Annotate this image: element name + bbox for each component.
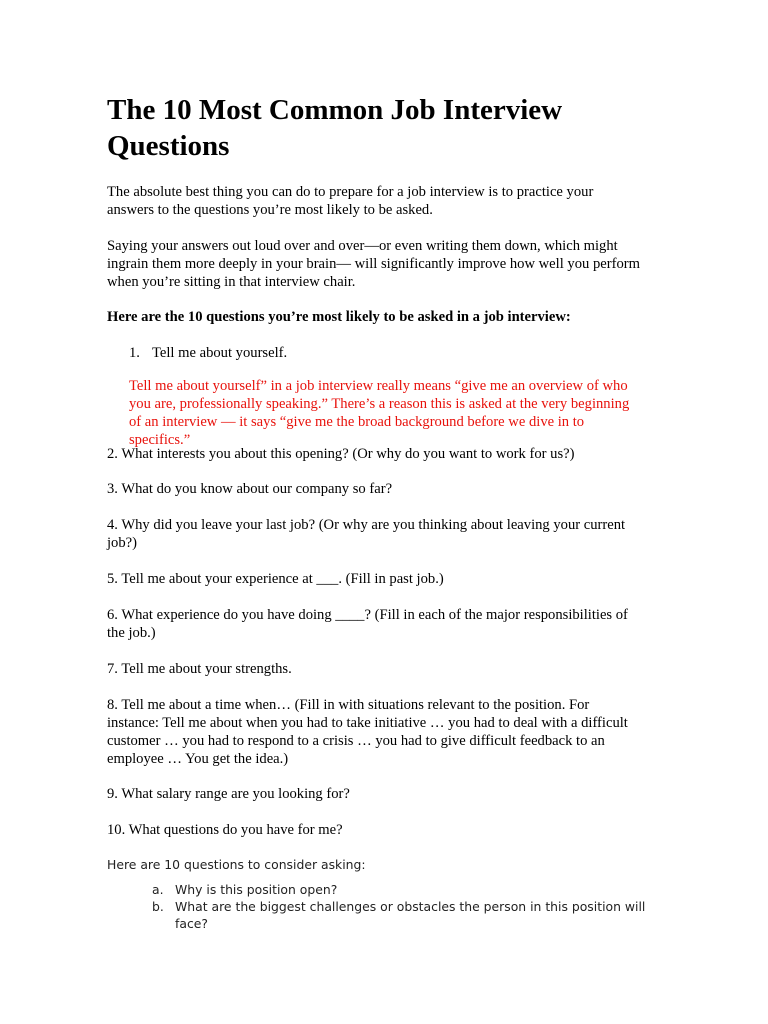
question-item: 7. Tell me about your strengths. bbox=[107, 661, 292, 677]
question-1-number: 1. bbox=[129, 345, 140, 361]
question-item: 9. What salary range are you looking for? bbox=[107, 786, 350, 802]
page-title: The 10 Most Common Job Interview Questions bbox=[107, 94, 563, 162]
question-item: 10. What questions do you have for me? bbox=[107, 822, 343, 838]
question-item: 5. Tell me about your experience at ___. (Fill in past job.) bbox=[107, 571, 444, 587]
question-item: 6. What experience do you have doing ____? (Fill in each of the major responsibilities of the job.) bbox=[107, 607, 628, 641]
ask-item-letter: a. bbox=[152, 882, 164, 897]
intro-paragraph-2: Saying your answers out loud over and over—or even writing them down, which might ingrain them more deeply in your brain— will significantly improve how well you perform when you’re sitting in that interview chair. bbox=[107, 238, 640, 290]
question-item: 2. What interests you about this opening? (Or why do you want to work for us?) bbox=[107, 446, 575, 462]
question-item: 3. What do you know about our company so far? bbox=[107, 481, 393, 497]
ask-heading: Here are 10 questions to consider asking: bbox=[107, 857, 366, 872]
question-item: 8. Tell me about a time when… (Fill in with situations relevant to the position. For instance: Tell me about when you had to take initiative … you had to deal with a difficult customer … you had to respond to a crisis … you had to give difficult feedback to an employee … You get the idea.) bbox=[107, 697, 628, 767]
ask-item-b bbox=[152, 898, 662, 932]
question-1-note: Tell me about yourself” in a job interview really means “give me an overview of who you are, professionally speaking.” There’s a reason this is asked at the very beginning of an interview — it says “give me the broad background before we dive in to specifics.” bbox=[129, 378, 630, 448]
ask-item-a bbox=[152, 881, 662, 898]
ask-item-text: Why is this position open? bbox=[175, 882, 338, 897]
question-1 bbox=[129, 344, 664, 362]
question-item: 4. Why did you leave your last job? (Or why are you thinking about leaving your current job?) bbox=[107, 517, 626, 551]
ask-item-text: What are the biggest challenges or obstacles the person in this position will face? bbox=[175, 899, 646, 931]
question-1-text: Tell me about yourself. bbox=[152, 345, 288, 361]
questions-lead-in: Here are the 10 questions you’re most likely to be asked in a job interview: bbox=[107, 309, 571, 325]
ask-item-letter: b. bbox=[152, 899, 164, 914]
intro-paragraph-1: The absolute best thing you can do to prepare for a job interview is to practice your answers to the questions you’re most likely to be asked. bbox=[107, 184, 594, 218]
